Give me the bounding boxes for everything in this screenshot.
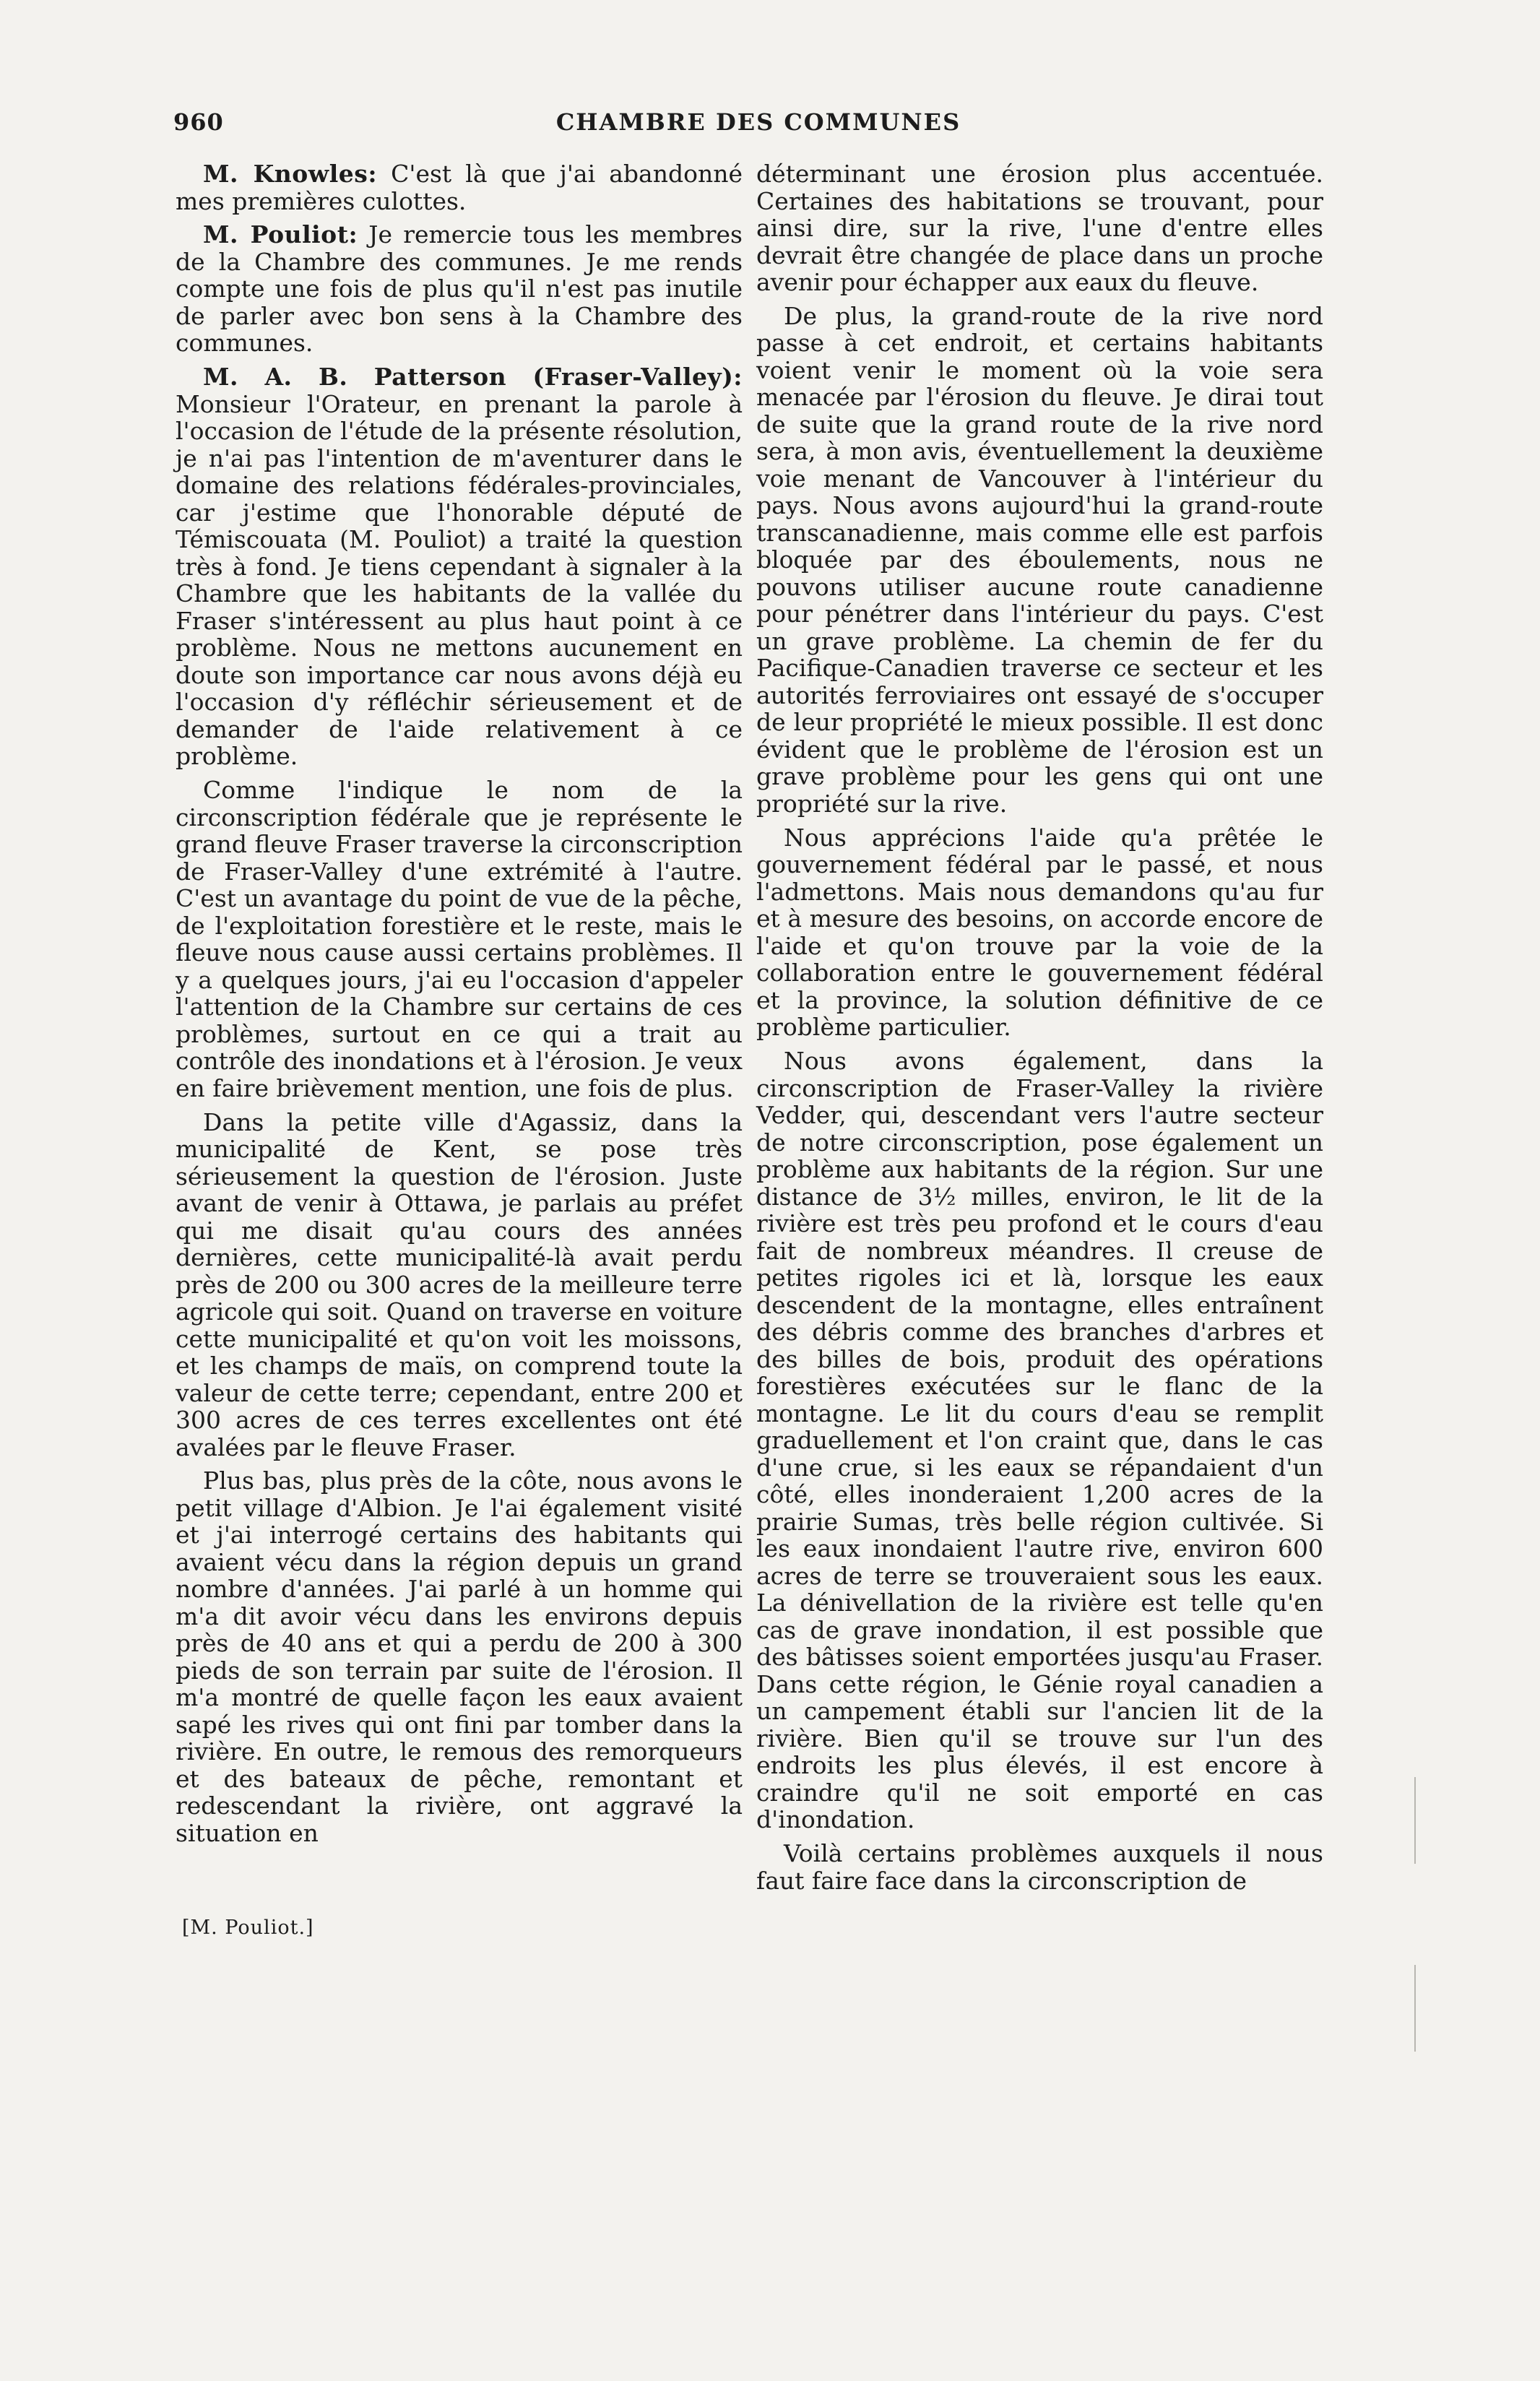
paragraph-text: Nous avons également, dans la circonscription de Fraser-Valley la rivière Vedder, qui, descendant vers l'autre secteur de notre circonscription, pose également un problème aux habitants de la région. Sur une distance de 3½ milles, environ, le lit de la rivière est très peu profond et le cours d'eau fait de nombreux méandres. Il creuse de petites rigoles ici et là, lorsque les eaux descendent de la montagne, elles entraînent des débris comme des branches d'arbres et des billes de bois, produit des opérations forestières exécutées sur le flanc de la montagne. Le lit du cours d'eau se remplit graduellement et l'on craint que, dans le cas d'une crue, si les eaux se répandaient d'un côté, elles inonderaient 1,200 acres de la prairie Sumas, très belle région cultivée. Si les eaux inondaient l'autre rive, environ 600 acres de terre se trouveraient sous les eaux. La dénivellation de la rivière est telle qu'en cas de grave inondation, il est possible que des bâtisses soient emportées jusqu'au Fraser. Dans cette région, le Génie royal canadien a un campement établi sur l'ancien lit de la rivière. Bien qu'il se trouve sur l'un des endroits les plus élevés, il est encore à craindre qu'il ne soit emporté en cas d'inondation. [756, 1047, 1323, 1834]
paragraph [176, 160, 743, 215]
paragraph [756, 160, 1323, 296]
paragraph [756, 824, 1323, 1041]
paragraph-text: Plus bas, plus près de la côte, nous avons le petit village d'Albion. Je l'ai également visité et j'ai interrogé certains des habitants qui avaient vécu dans la région depuis un grand nombre d'années. J'ai parlé à un homme qui m'a dit avoir vécu dans les environs depuis près de 40 ans et qui a perdu de 200 à 300 pieds de son terrain par suite de l'érosion. Il m'a montré de quelle façon les eaux avaient sapé les rives qui ont fini par tomber dans la rivière. En outre, le remous des remorqueurs et des bateaux de pêche, remontant et redescendant la rivière, ont aggravé la situation en [176, 1466, 743, 1847]
speaker-name: M. Pouliot: [203, 220, 358, 249]
paragraph-text: déterminant une érosion plus accentuée. Certaines des habitations se trouvant, pour ainsi dire, sur la rive, l'une d'entre elles devrait être changée de place dans un proche avenir pour échapper aux eaux du fleuve. [756, 160, 1323, 296]
paragraph-text: Dans la petite ville d'Agassiz, dans la municipalité de Kent, se pose très sérieusement la question de l'érosion. Juste avant de venir à Ottawa, je parlais au préfet qui me disait qu'au cours des années dernières, cette municipalité-là avait perdu près de 200 ou 300 acres de la meilleure terre agricole qui soit. Quand on traverse en voiture cette municipalité et qu'on voit les moissons, et les champs de maïs, on comprend toute la valeur de cette terre; cependant, entre 200 et 300 acres de ces terres excellentes ont été avalées par le fleuve Fraser. [176, 1107, 743, 1461]
paragraph [176, 1109, 743, 1461]
paragraph [176, 221, 743, 357]
paragraph [756, 1840, 1323, 1894]
page-number: 960 [173, 108, 224, 136]
right-column [756, 160, 1323, 1901]
paragraph [176, 363, 743, 770]
paragraph [176, 1467, 743, 1846]
paragraph-text: Monsieur l'Orateur, en prenant la parole à l'occasion de l'étude de la présente résolution, je n'ai pas l'intention de m'aventurer dans le domaine des relations fédérales-provinciales, car j'estime que l'honorable député de Témiscouata (M. Pouliot) a traité la question très à fond. Je tiens cependant à signaler à la Chambre que les habitants de la vallée du Fraser s'intéressent au plus haut point à ce problème. Nous ne mettons aucunement en doute son importance car nous avons déjà eu l'occasion d'y réfléchir sérieusement et de demander de l'aide relativement à ce problème. [176, 389, 743, 771]
paragraph [176, 777, 743, 1102]
paragraph-text: De plus, la grand-route de la rive nord passe à cet endroit, et certains habitants voient venir le moment où la voie sera menacée par l'érosion du fleuve. Je dirai tout de suite que la grand route de la rive nord sera, à mon avis, éventuellement la deuxième voie menant de Vancouver à l'intérieur du pays. Nous avons aujourd'hui la grand-route transcanadienne, mais comme elle est parfois bloquée par des éboulements, nous ne pouvons utiliser aucune route canadienne pour pénétrer dans l'intérieur du pays. C'est un grave problème. La chemin de fer du Pacifique-Canadien traverse ce secteur et les autorités ferroviaires ont essayé de s'occuper de leur propriété le mieux possible. Il est donc évident que le problème de l'érosion est un grave problème pour les gens qui ont une propriété sur la rive. [756, 301, 1323, 818]
paragraph-text: C'est là que j'ai abandonné mes premières culottes. [176, 160, 743, 215]
left-column [176, 160, 743, 1854]
paragraph-text: Comme l'indique le nom de la circonscription fédérale que je représente le grand fleuve Fraser traverse la circonscription de Fraser-Valley d'une extrémité à l'autre. C'est un avantage du point de vue de la pêche, de l'exploitation forestière et le reste, mais le fleuve nous cause aussi certains problèmes. Il y a quelques jours, j'ai eu l'occasion d'appeler l'attention de la Chambre sur certains de ces problèmes, surtout en ce qui a trait au contrôle des inondations et à l'érosion. Je veux en faire brièvement mention, une fois de plus. [176, 776, 743, 1102]
speaker-attribution: [M. Pouliot.] [182, 1917, 314, 1939]
speaker-name: M. A. B. Patterson (Fraser-Valley): [203, 363, 743, 392]
paragraph [756, 303, 1323, 818]
paragraph-text: Voilà certains problèmes auxquels il nous faut faire face dans la circonscription de [756, 1839, 1323, 1895]
margin-mark [1414, 1965, 1416, 2052]
paragraph [756, 1047, 1323, 1833]
paragraph-text: Nous apprécions l'aide qu'a prêtée le gouvernement fédéral par le passé, et nous l'admettons. Mais nous demandons qu'au fur et à mesure des besoins, on accorde encore de l'aide et qu'on trouve par la voie de la collaboration entre le gouvernement fédéral et la province, la solution définitive de ce problème particulier. [756, 823, 1323, 1042]
speaker-name: M. Knowles: [203, 160, 378, 188]
paragraph-text: Je remercie tous les membres de la Chambre des communes. Je me rends compte une fois de plus qu'il n'est pas inutile de parler avec bon sens à la Chambre des communes. [176, 220, 743, 358]
running-title: CHAMBRE DES COMMUNES [555, 108, 961, 136]
margin-mark [1414, 1777, 1416, 1864]
